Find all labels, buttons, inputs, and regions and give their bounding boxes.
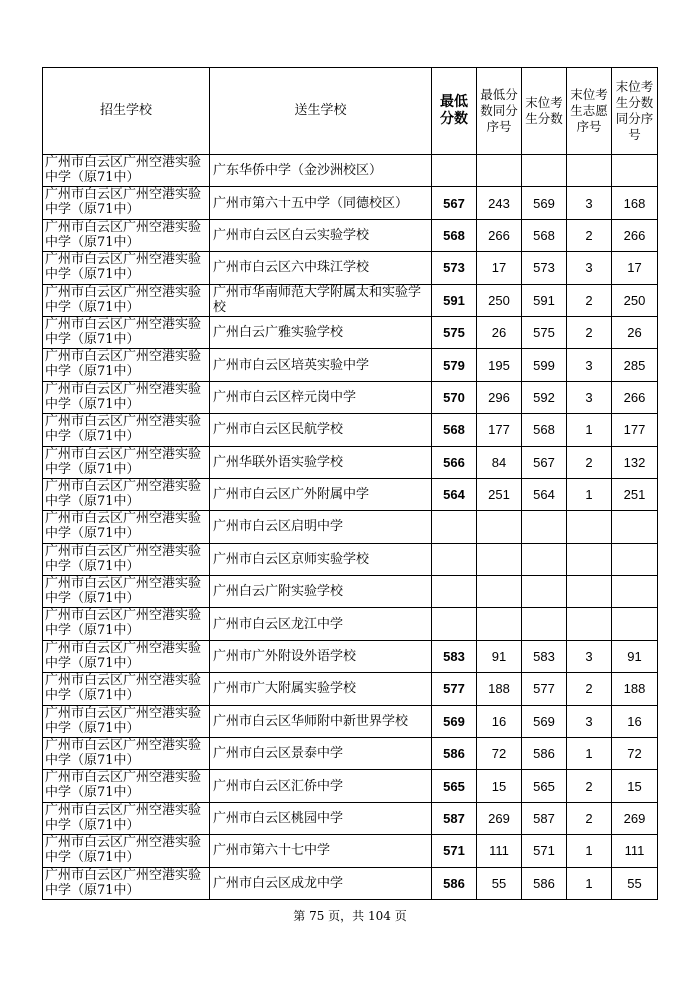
cell-school: 广州市白云区广州空港实验中学（原71中） [43,187,210,219]
cell-last-wish [567,155,612,187]
cell-min-rank: 72 [477,738,522,770]
cell-last-rank: 15 [612,770,658,802]
cell-min-rank: 251 [477,478,522,510]
cell-last-score: 571 [522,835,567,867]
cell-last-score [522,511,567,543]
cell-last-wish [567,543,612,575]
cell-sender: 广州市第六十五中学（同德校区） [210,187,432,219]
cell-min-score: 568 [432,219,477,251]
cell-sender: 广州市白云区广外附属中学 [210,478,432,510]
cell-last-score: 567 [522,446,567,478]
cell-last-wish [567,608,612,640]
cell-last-score: 592 [522,381,567,413]
cell-min-rank: 243 [477,187,522,219]
cell-last-wish: 2 [567,316,612,348]
cell-school: 广州市白云区广州空港实验中学（原71中） [43,738,210,770]
table-row [43,511,658,543]
cell-last-rank: 91 [612,640,658,672]
cell-last-rank: 132 [612,446,658,478]
cell-last-wish: 1 [567,738,612,770]
cell-last-score: 591 [522,284,567,316]
cell-last-score: 573 [522,252,567,284]
cell-last-score: 569 [522,705,567,737]
table-row [43,414,658,446]
cell-min-rank [477,543,522,575]
cell-min-score [432,511,477,543]
cell-min-score: 586 [432,738,477,770]
header-last-rank: 末位考生分数同分序号 [612,68,658,155]
cell-last-rank: 17 [612,252,658,284]
cell-min-score: 565 [432,770,477,802]
cell-min-rank: 15 [477,770,522,802]
cell-last-score: 586 [522,867,567,899]
cell-last-rank: 251 [612,478,658,510]
table-row [43,543,658,575]
cell-sender: 广州市白云区培英实验中学 [210,349,432,381]
cell-school: 广州市白云区广州空港实验中学（原71中） [43,381,210,413]
cell-school: 广州市白云区广州空港实验中学（原71中） [43,316,210,348]
cell-school: 广州市白云区广州空港实验中学（原71中） [43,543,210,575]
cell-last-wish: 2 [567,219,612,251]
cell-school: 广州市白云区广州空港实验中学（原71中） [43,867,210,899]
table-row [43,673,658,705]
cell-last-score: 565 [522,770,567,802]
cell-min-rank: 17 [477,252,522,284]
cell-min-rank [477,576,522,608]
cell-last-score: 583 [522,640,567,672]
cell-last-wish: 3 [567,252,612,284]
cell-min-score: 568 [432,414,477,446]
table-row [43,478,658,510]
table-row [43,835,658,867]
cell-min-rank: 269 [477,802,522,834]
cell-school: 广州市白云区广州空港实验中学（原71中） [43,576,210,608]
cell-school: 广州市白云区广州空港实验中学（原71中） [43,511,210,543]
cell-min-rank [477,155,522,187]
cell-sender: 广州市第六十七中学 [210,835,432,867]
table-row [43,349,658,381]
cell-min-score [432,543,477,575]
cell-min-rank: 26 [477,316,522,348]
cell-sender: 广州市白云区梓元岗中学 [210,381,432,413]
cell-last-rank: 285 [612,349,658,381]
header-sender: 送生学校 [210,68,432,155]
cell-min-rank: 55 [477,867,522,899]
cell-school: 广州市白云区广州空港实验中学（原71中） [43,770,210,802]
cell-last-score: 568 [522,414,567,446]
cell-min-rank: 266 [477,219,522,251]
table-header-row [43,68,658,155]
cell-sender: 广州市白云区六中珠江学校 [210,252,432,284]
cell-last-wish: 2 [567,284,612,316]
cell-sender: 广州市白云区龙江中学 [210,608,432,640]
cell-last-score: 586 [522,738,567,770]
table-row [43,155,658,187]
cell-min-score: 573 [432,252,477,284]
cell-last-rank [612,608,658,640]
cell-min-rank: 250 [477,284,522,316]
header-min-score: 最低分数 [432,68,477,155]
cell-last-rank [612,155,658,187]
cell-school: 广州市白云区广州空港实验中学（原71中） [43,802,210,834]
cell-last-wish: 3 [567,349,612,381]
cell-last-wish: 2 [567,802,612,834]
cell-min-score: 586 [432,867,477,899]
table-row [43,608,658,640]
cell-sender: 广州市白云区景泰中学 [210,738,432,770]
table-row [43,381,658,413]
cell-last-wish: 2 [567,446,612,478]
cell-min-score [432,155,477,187]
cell-min-score: 570 [432,381,477,413]
cell-min-rank [477,608,522,640]
cell-last-wish: 1 [567,414,612,446]
table-row [43,770,658,802]
cell-min-score: 569 [432,705,477,737]
cell-sender: 广州白云广雅实验学校 [210,316,432,348]
cell-last-rank: 168 [612,187,658,219]
cell-school: 广州市白云区广州空港实验中学（原71中） [43,835,210,867]
cell-sender: 广州华联外语实验学校 [210,446,432,478]
cell-last-score: 577 [522,673,567,705]
cell-school: 广州市白云区广州空港实验中学（原71中） [43,446,210,478]
table-row [43,219,658,251]
cell-min-rank: 16 [477,705,522,737]
cell-last-wish [567,511,612,543]
cell-school: 广州市白云区广州空港实验中学（原71中） [43,478,210,510]
cell-school: 广州市白云区广州空港实验中学（原71中） [43,219,210,251]
cell-min-rank: 177 [477,414,522,446]
cell-min-score: 567 [432,187,477,219]
cell-school: 广州市白云区广州空港实验中学（原71中） [43,414,210,446]
cell-min-score: 575 [432,316,477,348]
cell-last-score: 587 [522,802,567,834]
table-row [43,187,658,219]
cell-last-rank: 188 [612,673,658,705]
cell-last-rank: 72 [612,738,658,770]
cell-last-wish: 3 [567,640,612,672]
table-row [43,867,658,899]
cell-last-rank: 16 [612,705,658,737]
cell-last-rank: 26 [612,316,658,348]
cell-min-rank: 91 [477,640,522,672]
cell-min-rank: 111 [477,835,522,867]
cell-last-score: 599 [522,349,567,381]
cell-sender: 广州市广外附设外语学校 [210,640,432,672]
cell-sender: 广州市白云区桃园中学 [210,802,432,834]
cell-last-score [522,576,567,608]
header-school: 招生学校 [43,68,210,155]
cell-sender: 广州市白云区民航学校 [210,414,432,446]
cell-last-wish: 3 [567,381,612,413]
cell-last-wish: 1 [567,478,612,510]
cell-school: 广州市白云区广州空港实验中学（原71中） [43,252,210,284]
cell-school: 广州市白云区广州空港实验中学（原71中） [43,284,210,316]
cell-last-rank: 55 [612,867,658,899]
admission-table [42,67,658,900]
table-body [43,155,658,900]
cell-min-score: 579 [432,349,477,381]
cell-last-score: 564 [522,478,567,510]
cell-last-score: 569 [522,187,567,219]
cell-min-score: 571 [432,835,477,867]
cell-school: 广州市白云区广州空港实验中学（原71中） [43,155,210,187]
cell-last-score [522,608,567,640]
cell-sender: 广州市白云区启明中学 [210,511,432,543]
cell-min-score [432,576,477,608]
cell-min-score: 566 [432,446,477,478]
table-row [43,252,658,284]
cell-sender: 广州市白云区京师实验学校 [210,543,432,575]
cell-last-score: 568 [522,219,567,251]
cell-min-score: 564 [432,478,477,510]
cell-min-rank: 296 [477,381,522,413]
cell-min-rank: 84 [477,446,522,478]
cell-sender: 广州市白云区华师附中新世界学校 [210,705,432,737]
table-row [43,802,658,834]
cell-last-score [522,543,567,575]
cell-last-wish: 1 [567,835,612,867]
cell-min-score: 577 [432,673,477,705]
table-row [43,705,658,737]
cell-min-rank: 188 [477,673,522,705]
cell-min-score [432,608,477,640]
table-row [43,640,658,672]
cell-sender: 广州市华南师范大学附属太和实验学校 [210,284,432,316]
cell-school: 广州市白云区广州空港实验中学（原71中） [43,705,210,737]
cell-last-rank: 177 [612,414,658,446]
cell-school: 广州市白云区广州空港实验中学（原71中） [43,640,210,672]
cell-min-score: 591 [432,284,477,316]
cell-min-rank: 195 [477,349,522,381]
table-row [43,316,658,348]
cell-last-rank: 250 [612,284,658,316]
header-min-rank: 最低分数同分序号 [477,68,522,155]
cell-last-wish: 3 [567,187,612,219]
cell-last-rank: 111 [612,835,658,867]
header-last-wish: 末位考生志愿序号 [567,68,612,155]
cell-last-wish: 1 [567,867,612,899]
page-footer: 第 75 页，共 104 页 [293,909,407,923]
table-row [43,738,658,770]
cell-sender: 广州市白云区成龙中学 [210,867,432,899]
cell-school: 广州市白云区广州空港实验中学（原71中） [43,608,210,640]
cell-last-score: 575 [522,316,567,348]
cell-last-rank: 266 [612,219,658,251]
cell-sender: 广州市广大附属实验学校 [210,673,432,705]
cell-last-rank [612,576,658,608]
cell-sender: 广州市白云区白云实验学校 [210,219,432,251]
cell-sender: 广东华侨中学（金沙洲校区） [210,155,432,187]
cell-last-wish: 2 [567,770,612,802]
cell-last-wish: 3 [567,705,612,737]
header-last-score: 末位考生分数 [522,68,567,155]
cell-last-rank [612,543,658,575]
cell-sender: 广州市白云区汇侨中学 [210,770,432,802]
cell-min-score: 587 [432,802,477,834]
table-row [43,446,658,478]
cell-school: 广州市白云区广州空港实验中学（原71中） [43,349,210,381]
cell-sender: 广州白云广附实验学校 [210,576,432,608]
table-row [43,284,658,316]
cell-min-score: 583 [432,640,477,672]
cell-last-wish [567,576,612,608]
table-row [43,576,658,608]
cell-last-rank: 266 [612,381,658,413]
cell-last-rank: 269 [612,802,658,834]
cell-last-score [522,155,567,187]
cell-school: 广州市白云区广州空港实验中学（原71中） [43,673,210,705]
cell-min-rank [477,511,522,543]
cell-last-rank [612,511,658,543]
cell-last-wish: 2 [567,673,612,705]
